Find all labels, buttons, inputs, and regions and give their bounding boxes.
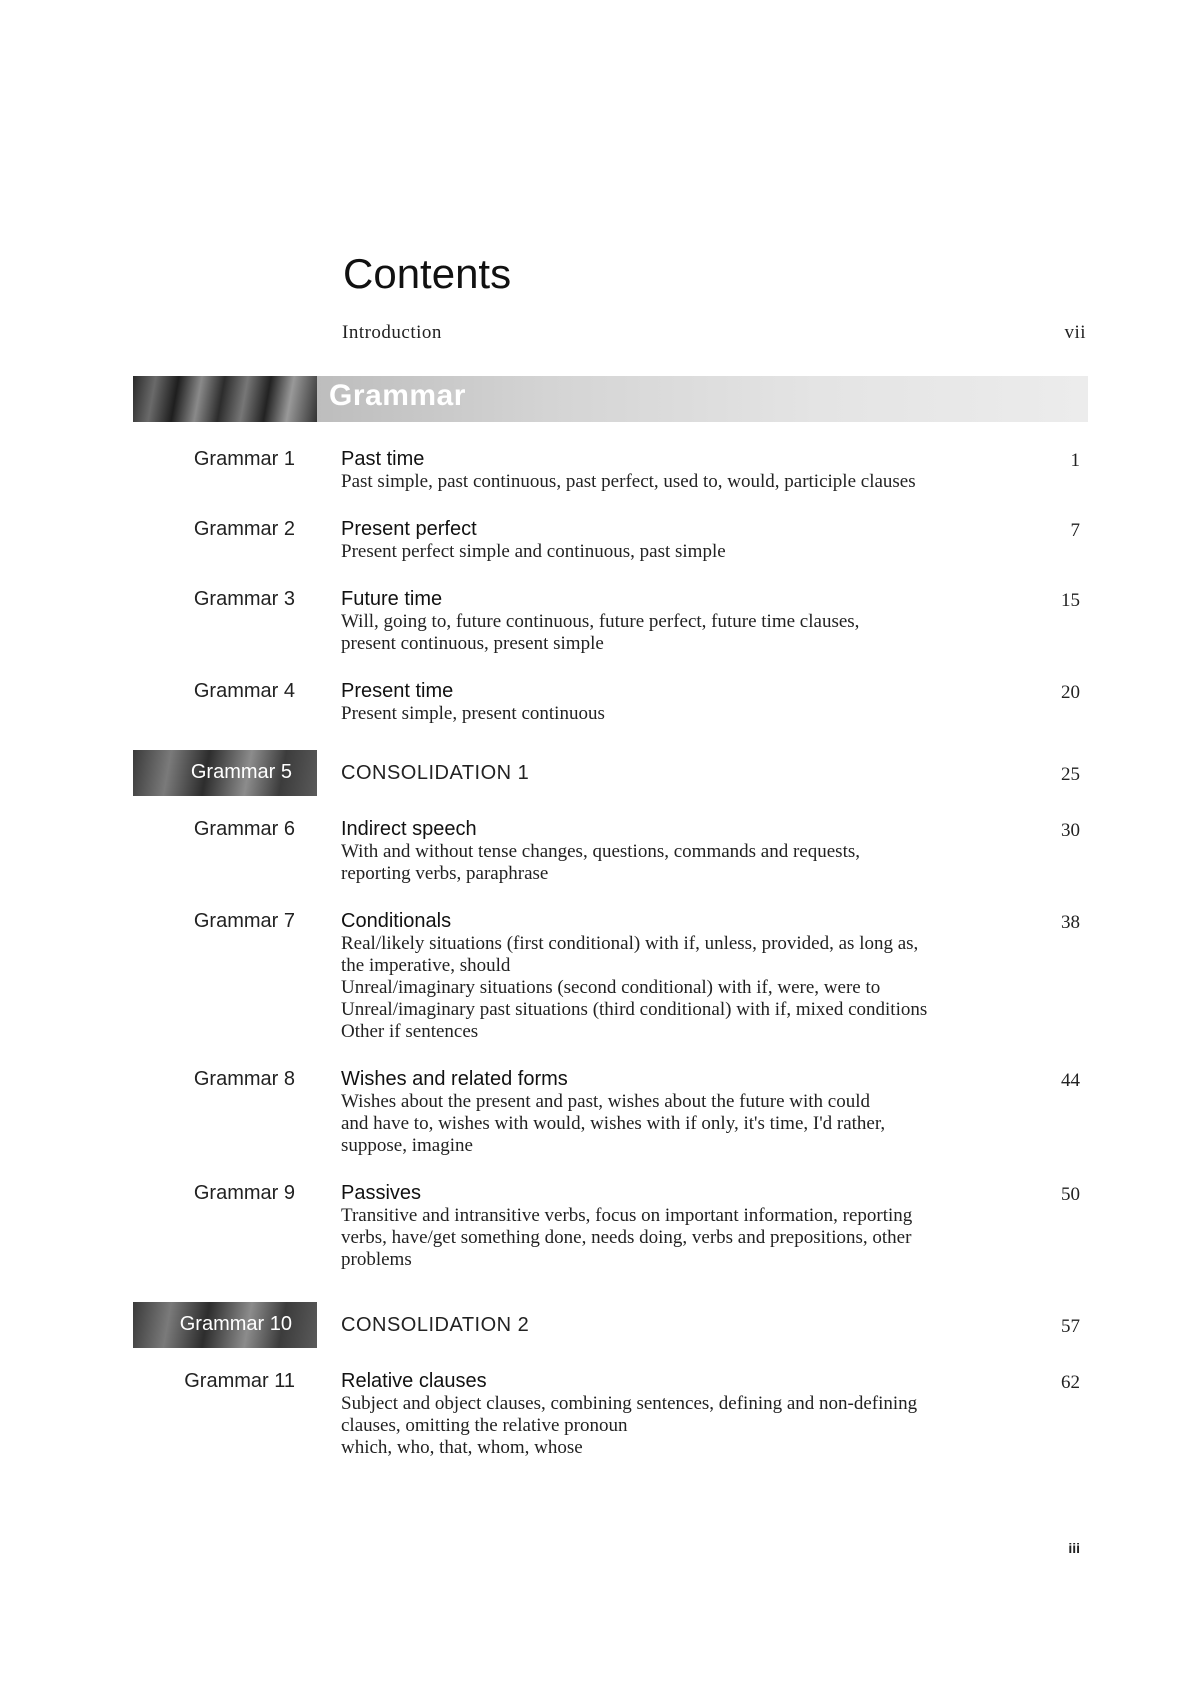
- entry-description: [341, 841, 860, 885]
- desc-line: Present simple, present continuous: [341, 703, 605, 724]
- entry-page: 50: [1061, 1184, 1080, 1205]
- desc-line: verbs, have/get something done, needs doing, verbs and prepositions, other: [341, 1227, 912, 1248]
- entry-description: [341, 1091, 885, 1157]
- entry-heading: Conditionals: [341, 910, 452, 932]
- consolidation-label-banner: [133, 750, 317, 796]
- entry-description: [341, 703, 605, 725]
- entry-page: 38: [1061, 912, 1080, 933]
- entry-heading: Indirect speech: [341, 818, 477, 840]
- desc-line: Other if sentences: [341, 1021, 479, 1042]
- entry-description: [341, 611, 859, 655]
- entry-page: 57: [1061, 1316, 1080, 1337]
- desc-line: Present perfect simple and continuous, past simple: [341, 541, 726, 562]
- banner-photo: [133, 376, 317, 422]
- desc-line: Real/likely situations (first conditional) with if, unless, provided, as long as,: [341, 933, 919, 954]
- entry-description: [341, 471, 916, 493]
- desc-line: which, who, that, whom, whose: [341, 1437, 583, 1458]
- entry-label: Grammar 7: [193, 910, 295, 932]
- desc-line: suppose, imagine: [341, 1135, 473, 1156]
- entry-label: Grammar 5: [190, 761, 292, 783]
- entry-page: 20: [1061, 682, 1080, 703]
- entry-label: Grammar 8: [193, 1068, 295, 1090]
- entry-page: 44: [1061, 1070, 1080, 1091]
- desc-line: the imperative, should: [341, 955, 511, 976]
- page-number: iii: [1068, 1540, 1080, 1556]
- desc-line: Wishes about the present and past, wishes about the future with could: [341, 1091, 871, 1112]
- entry-heading: Future time: [341, 588, 443, 610]
- entry-label: Grammar 2: [193, 518, 295, 540]
- desc-line: Past simple, past continuous, past perfect, used to, would, participle clauses: [341, 471, 916, 492]
- desc-line: and have to, wishes with would, wishes with if only, it's time, I'd rather,: [341, 1113, 886, 1134]
- entry-heading: Present perfect: [341, 518, 477, 540]
- desc-line: problems: [341, 1249, 412, 1270]
- entry-description: [341, 1205, 912, 1271]
- banner-title: Grammar: [329, 379, 466, 412]
- entry-description: [341, 541, 726, 563]
- entry-page: 25: [1061, 764, 1080, 785]
- desc-line: Unreal/imaginary past situations (third conditional) with if, mixed conditions: [341, 999, 928, 1020]
- entry-description: [341, 933, 927, 1043]
- entry-heading: Wishes and related forms: [341, 1068, 568, 1090]
- entry-heading: Relative clauses: [341, 1370, 487, 1392]
- entry-page: 62: [1061, 1372, 1080, 1393]
- page-title: Contents: [343, 250, 512, 297]
- entry-page: 7: [1070, 520, 1080, 541]
- entry-description: [341, 1393, 917, 1459]
- banner-band: [317, 376, 1088, 422]
- entry-heading: Present time: [341, 680, 454, 702]
- entry-heading: Passives: [341, 1182, 422, 1204]
- entry-page: 15: [1061, 590, 1080, 611]
- consolidation-label-banner: [133, 1302, 317, 1348]
- desc-line: present continuous, present simple: [341, 633, 604, 654]
- desc-line: Will, going to, future continuous, future perfect, future time clauses,: [341, 611, 860, 632]
- intro-label: Introduction: [342, 322, 442, 343]
- entry-heading: CONSOLIDATION 1: [341, 762, 530, 784]
- entry-label: Grammar 1: [193, 448, 295, 470]
- entry-heading: CONSOLIDATION 2: [341, 1314, 530, 1336]
- entry-heading: Past time: [341, 448, 425, 470]
- desc-line: With and without tense changes, questions, commands and requests,: [341, 841, 860, 862]
- desc-line: Transitive and intransitive verbs, focus on important information, reporting: [341, 1205, 913, 1226]
- intro-page: vii: [1064, 322, 1086, 343]
- grammar-section-banner: [133, 376, 1088, 422]
- entry-label: Grammar 6: [193, 818, 295, 840]
- desc-line: clauses, omitting the relative pronoun: [341, 1415, 628, 1436]
- entry-label: Grammar 4: [193, 680, 295, 702]
- entry-label: Grammar 3: [193, 588, 295, 610]
- entry-page: 1: [1070, 450, 1080, 471]
- desc-line: reporting verbs, paraphrase: [341, 863, 549, 884]
- intro-row[interactable]: [342, 322, 1086, 344]
- entry-page: 30: [1061, 820, 1080, 841]
- entry-label: Grammar 11: [184, 1370, 295, 1392]
- desc-line: Unreal/imaginary situations (second conditional) with if, were, were to: [341, 977, 881, 998]
- desc-line: Subject and object clauses, combining sentences, defining and non-defining: [341, 1393, 918, 1414]
- entry-label: Grammar 10: [179, 1313, 292, 1335]
- entry-label: Grammar 9: [193, 1182, 295, 1204]
